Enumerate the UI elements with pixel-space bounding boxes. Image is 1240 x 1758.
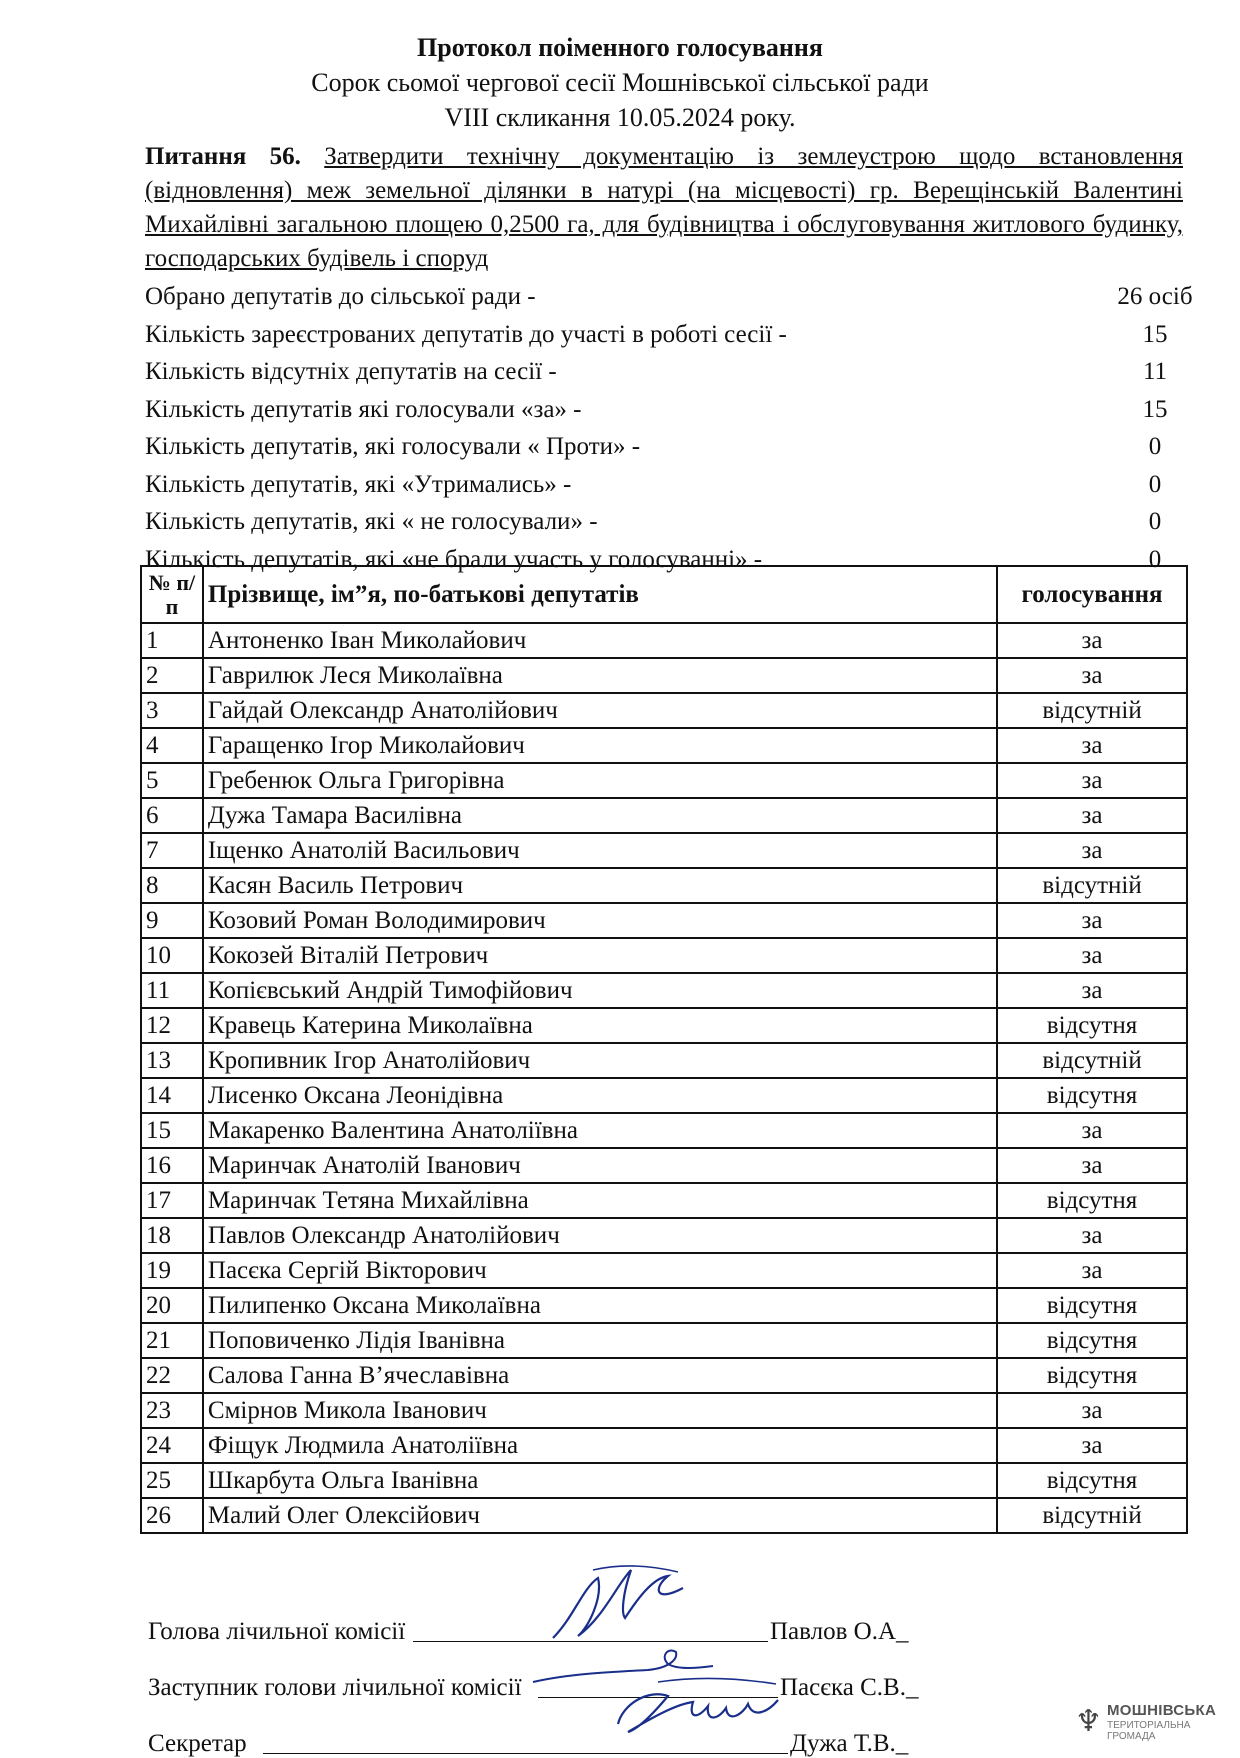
- row-number: 1: [141, 623, 203, 658]
- table-row: [141, 1358, 1187, 1393]
- row-number: 6: [141, 798, 203, 833]
- table-row: [141, 1183, 1187, 1218]
- signature-name: Павлов О.А_: [770, 1618, 909, 1645]
- table-row: [141, 1428, 1187, 1463]
- row-number: 17: [141, 1183, 203, 1218]
- roll-call-table: [140, 565, 1188, 1534]
- vote-result: відсутня: [997, 1323, 1187, 1358]
- stat-label: Кількість депутатів, які «не брали участь у голосуванні» -: [145, 545, 763, 573]
- row-number: 10: [141, 938, 203, 973]
- vote-result: за: [997, 658, 1187, 693]
- stat-label: Кількість депутатів які голосували «за» -: [145, 395, 582, 423]
- stat-value: 11: [1142, 358, 1168, 385]
- vote-result: за: [997, 1148, 1187, 1183]
- deputy-name: Антоненко Іван Миколайович: [203, 623, 997, 658]
- deputy-name: Смірнов Микола Іванович: [203, 1393, 997, 1428]
- signature-role: Секретар: [148, 1730, 247, 1757]
- signature-role: Заступник голови лічильної комісії: [148, 1674, 522, 1701]
- vote-result: за: [997, 1113, 1187, 1148]
- deputy-name: Пилипенко Оксана Миколаївна: [203, 1288, 997, 1323]
- row-number: 5: [141, 763, 203, 798]
- row-number: 7: [141, 833, 203, 868]
- row-number: 19: [141, 1253, 203, 1288]
- vote-statistics: [145, 278, 1193, 578]
- column-header-number: № п/п: [141, 566, 203, 623]
- deputy-name: Гайдай Олександр Анатолійович: [203, 693, 997, 728]
- deputy-name: Гаврилюк Леся Миколаївна: [203, 658, 997, 693]
- deputy-name: Фіщук Людмила Анатоліївна: [203, 1428, 997, 1463]
- deputy-name: Касян Василь Петрович: [203, 868, 997, 903]
- table-row: [141, 1218, 1187, 1253]
- handwritten-signature-1: [543, 1558, 693, 1648]
- signature-line: [263, 1753, 788, 1754]
- deputy-name: Павлов Олександр Анатолійович: [203, 1218, 997, 1253]
- logo-line-1: МОШНІВСЬКА: [1107, 1702, 1217, 1719]
- deputy-name: Салова Ганна В’ячеславівна: [203, 1358, 997, 1393]
- table-row: [141, 833, 1187, 868]
- row-number: 3: [141, 693, 203, 728]
- signature-name: Пасєка С.В._: [780, 1674, 919, 1701]
- table-row: [141, 973, 1187, 1008]
- row-number: 9: [141, 903, 203, 938]
- vote-result: за: [997, 1428, 1187, 1463]
- table-row: [141, 1008, 1187, 1043]
- session-line: Сорок сьомої чергової сесії Мошнівської сільської ради: [311, 68, 929, 97]
- stat-row: [145, 466, 1185, 504]
- vote-result: за: [997, 623, 1187, 658]
- vote-result: за: [997, 798, 1187, 833]
- row-number: 8: [141, 868, 203, 903]
- vote-result: відсутній: [997, 1043, 1187, 1078]
- vote-result: за: [997, 763, 1187, 798]
- row-number: 16: [141, 1148, 203, 1183]
- table-row: [141, 1113, 1187, 1148]
- row-number: 14: [141, 1078, 203, 1113]
- stat-label: Кількість відсутніх депутатів на сесії -: [145, 358, 557, 385]
- row-number: 4: [141, 728, 203, 763]
- column-header-vote: голосування: [997, 566, 1187, 623]
- stat-label: Кількість депутатів, які «Утримались» -: [145, 470, 572, 498]
- vote-result: відсутня: [997, 1288, 1187, 1323]
- deputy-name: Козовий Роман Володимирович: [203, 903, 997, 938]
- row-number: 12: [141, 1008, 203, 1043]
- row-number: 18: [141, 1218, 203, 1253]
- vote-result: відсутній: [997, 868, 1187, 903]
- stat-value: 15: [1142, 395, 1168, 423]
- signature-name: Дужа Т.В._: [790, 1730, 909, 1757]
- table-row: [141, 868, 1187, 903]
- stat-label: Кількість депутатів, які « не голосували» -: [145, 508, 598, 535]
- table-row: [141, 1463, 1187, 1498]
- stat-value: 0: [1148, 545, 1162, 573]
- stat-row: [145, 278, 1193, 316]
- stat-value: 26 осіб: [1117, 283, 1193, 310]
- table-row: [141, 693, 1187, 728]
- table-row: [141, 798, 1187, 833]
- stat-value: 0: [1148, 433, 1162, 460]
- row-number: 21: [141, 1323, 203, 1358]
- stat-value: 15: [1142, 320, 1168, 348]
- table-row: [141, 903, 1187, 938]
- deputy-name: Кокозей Віталій Петрович: [203, 938, 997, 973]
- deputy-name: Маринчак Тетяна Михайлівна: [203, 1183, 997, 1218]
- table-header-row: [141, 566, 1187, 623]
- row-number: 2: [141, 658, 203, 693]
- signature-block: [148, 1590, 1191, 1758]
- deputy-name: Поповиченко Лідія Іванівна: [203, 1323, 997, 1358]
- deputy-name: Копієвський Андрій Тимофійович: [203, 973, 997, 1008]
- deputy-name: Кропивник Ігор Анатолійович: [203, 1043, 997, 1078]
- handwritten-signature-3: [598, 1674, 788, 1744]
- community-logo: [1075, 1700, 1225, 1748]
- table-row: [141, 1393, 1187, 1428]
- logo-line-2: ТЕРИТОРІАЛЬНА ГРОМАДА: [1107, 1720, 1191, 1742]
- stat-label: Кількість депутатів, які голосували « Проти» -: [145, 433, 641, 460]
- table-row: [141, 1043, 1187, 1078]
- deputy-name: Лисенко Оксана Леонідівна: [203, 1078, 997, 1113]
- document-title: Протокол поіменного голосування: [417, 33, 823, 62]
- row-number: 23: [141, 1393, 203, 1428]
- row-number: 25: [141, 1463, 203, 1498]
- vote-result: відсутній: [997, 1498, 1187, 1533]
- column-header-name: Прізвище, ім”я, по-батькові депутатів: [203, 566, 997, 623]
- signature-role: Голова лічильної комісії: [148, 1618, 406, 1645]
- stat-label: Кількість зареєстрованих депутатів до участі в роботі сесії -: [145, 320, 787, 348]
- row-number: 11: [141, 973, 203, 1008]
- vote-result: відсутня: [997, 1358, 1187, 1393]
- table-row: [141, 1148, 1187, 1183]
- question-block: Питання 56. Затвердити технічну документацію із землеустрою щодо встановлення (відновлення) меж земельної ділянки в натурі (на місцевості) гр. Верещінській Валентині Михайлівні загальною площею 0,2500 га, для будівництва і обслуговування житлового будинку, господарських будівель і споруд: [145, 143, 1183, 272]
- row-number: 20: [141, 1288, 203, 1323]
- table-row: [141, 938, 1187, 973]
- table-row: [141, 728, 1187, 763]
- vote-result: за: [997, 938, 1187, 973]
- vote-result: за: [997, 1393, 1187, 1428]
- vote-result: за: [997, 903, 1187, 938]
- table-row: [141, 623, 1187, 658]
- vote-result: за: [997, 1253, 1187, 1288]
- vote-result: відсутня: [997, 1183, 1187, 1218]
- deputy-name: Дужа Тамара Василівна: [203, 798, 997, 833]
- trident-icon: ♆: [1075, 1705, 1102, 1738]
- stat-row: [145, 391, 1185, 429]
- table-row: [141, 1078, 1187, 1113]
- row-number: 13: [141, 1043, 203, 1078]
- signature-row-chair: [148, 1590, 1188, 1646]
- stat-row: [145, 316, 1185, 354]
- table-row: [141, 1498, 1187, 1533]
- vote-result: за: [997, 973, 1187, 1008]
- row-number: 22: [141, 1358, 203, 1393]
- stat-row: [145, 428, 1185, 466]
- table-row: [141, 1323, 1187, 1358]
- row-number: 26: [141, 1498, 203, 1533]
- table-row: [141, 658, 1187, 693]
- deputy-name: Макаренко Валентина Анатоліївна: [203, 1113, 997, 1148]
- row-number: 24: [141, 1428, 203, 1463]
- deputy-name: Гребенюк Ольга Григорівна: [203, 763, 997, 798]
- vote-result: відсутня: [997, 1008, 1187, 1043]
- vote-result: за: [997, 833, 1187, 868]
- stat-label: Обрано депутатів до сільської ради -: [145, 283, 536, 310]
- deputy-name: Пасєка Сергій Вікторович: [203, 1253, 997, 1288]
- deputy-name: Кравець Катерина Миколаївна: [203, 1008, 997, 1043]
- deputy-name: Малий Олег Олексійович: [203, 1498, 997, 1533]
- question-text: Затвердити технічну документацію із землеустрою щодо встановлення (відновлення) меж земельної ділянки в натурі (на місцевості) гр. Верещінській Валентині Михайлівні загальною площею 0,2500 га, для будівництва і обслуговування житлового будинку, господарських будівель і споруд: [145, 143, 1183, 272]
- vote-result: відсутня: [997, 1463, 1187, 1498]
- document-header: [0, 30, 1240, 135]
- question-label: Питання 56: [145, 143, 295, 170]
- row-number: 15: [141, 1113, 203, 1148]
- stat-row: [145, 503, 1185, 541]
- table-row: [141, 763, 1187, 798]
- stat-value: 0: [1148, 508, 1162, 535]
- table-row: [141, 1288, 1187, 1323]
- deputy-name: Гаращенко Ігор Миколайович: [203, 728, 997, 763]
- stat-row: [145, 353, 1185, 391]
- signature-row-secretary: [148, 1702, 1191, 1758]
- vote-result: відсутній: [997, 693, 1187, 728]
- vote-result: за: [997, 1218, 1187, 1253]
- vote-result: відсутня: [997, 1078, 1187, 1113]
- deputy-name: Іщенко Анатолій Васильович: [203, 833, 997, 868]
- convocation-line: VIII скликання 10.05.2024 року.: [444, 103, 796, 132]
- table-row: [141, 1253, 1187, 1288]
- deputy-name: Шкарбута Ольга Іванівна: [203, 1463, 997, 1498]
- stat-value: 0: [1148, 470, 1162, 498]
- deputy-name: Маринчак Анатолій Іванович: [203, 1148, 997, 1183]
- vote-result: за: [997, 728, 1187, 763]
